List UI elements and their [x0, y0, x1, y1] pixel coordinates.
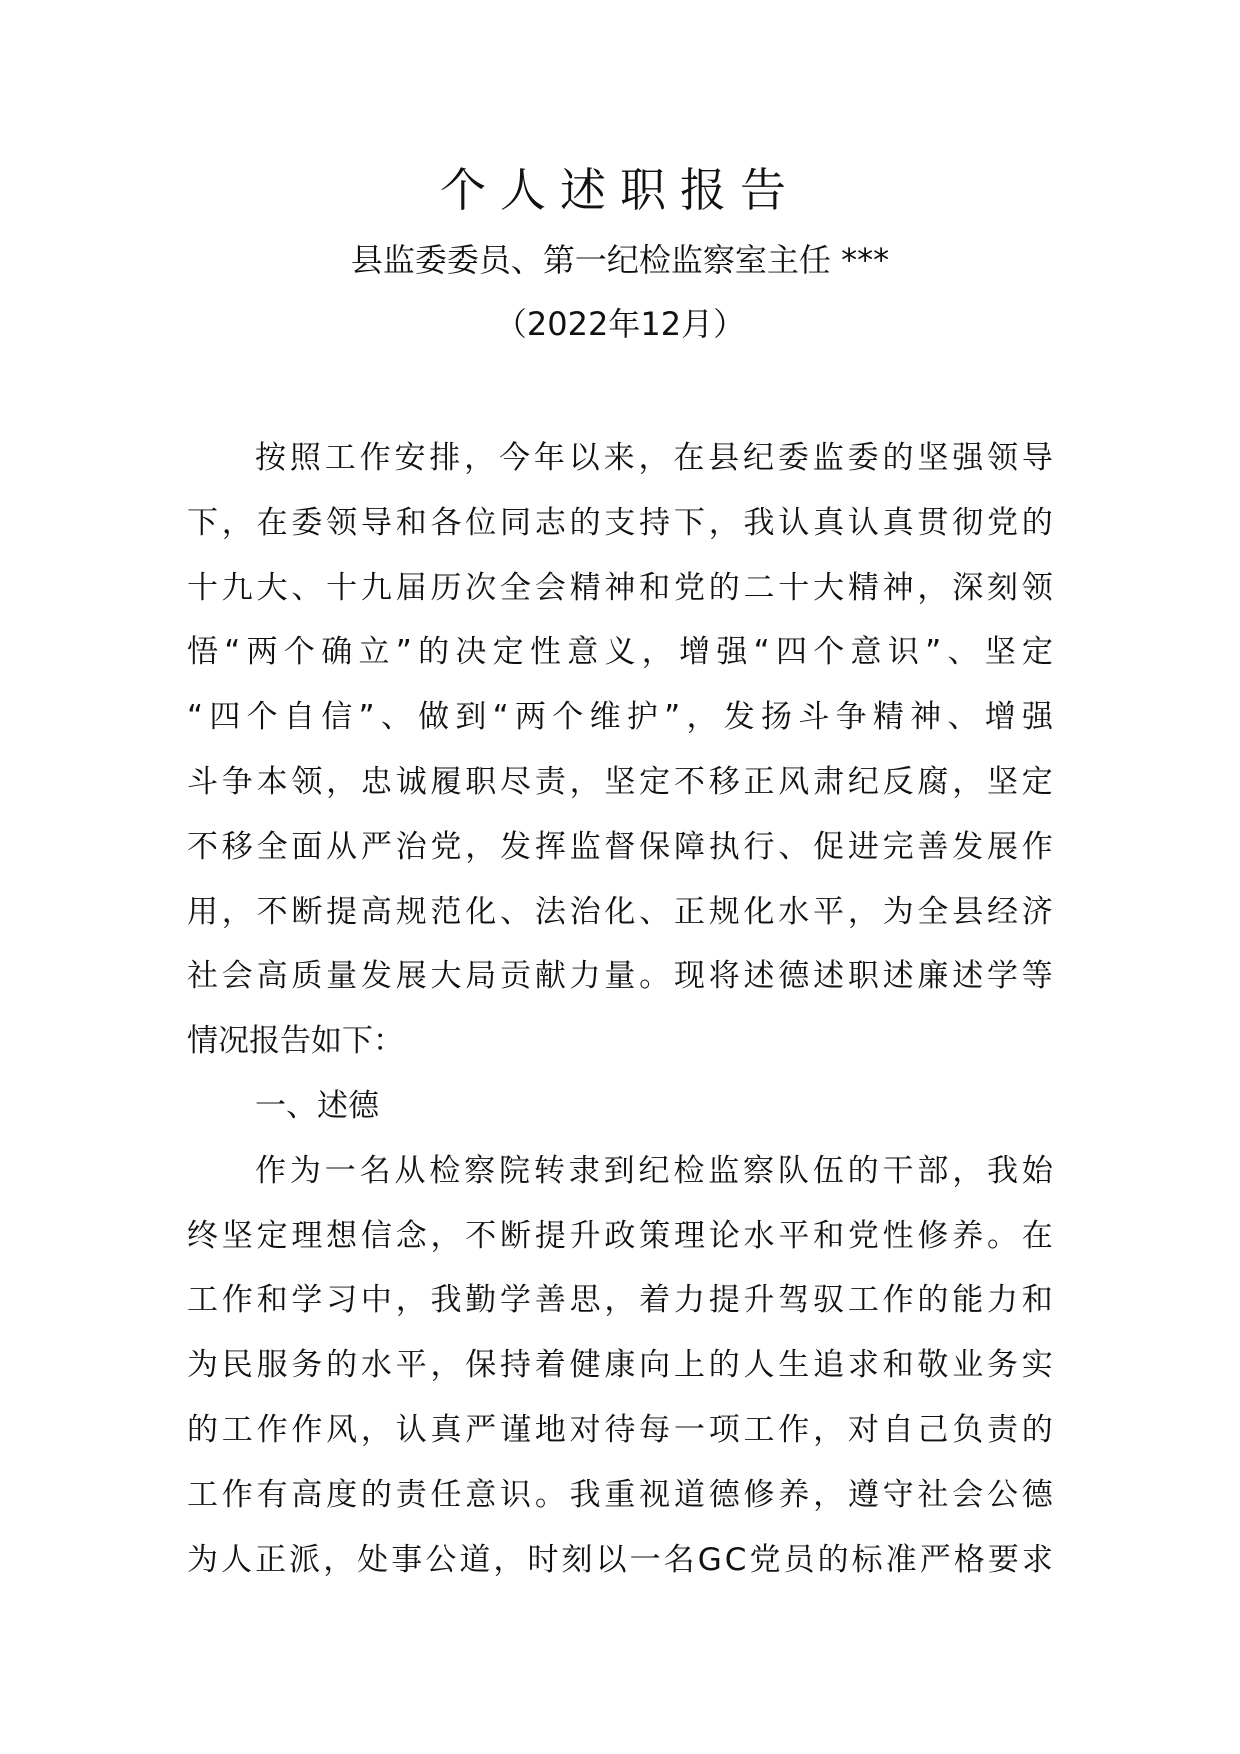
body-line: 情况报告如下： — [187, 1023, 404, 1060]
body-line: 工 作 和 学 习 中 ， 我 勤 学 善 思 ， 着 力 提 升 驾 驭 工 作 的 能 力 和 — [187, 1282, 1053, 1319]
body-line: 十 九 大 、 十 九 届 历 次 全 会 精 神 和 党 的 二 十 大 精 神 ， 深 刻 领 — [187, 569, 1053, 606]
body-line: 作 为 一 名 从 检 察 院 转 隶 到 纪 检 监 察 队 伍 的 干 部 ， 我 始 — [255, 1152, 1053, 1189]
body-line: 的 工 作 作 风 ， 认 真 严 谨 地 对 待 每 一 项 工 作 ， 对 自 己 负 责 的 — [187, 1411, 1053, 1448]
body-line: 不 移 全 面 从 严 治 党 ， 发 挥 监 督 保 障 执 行 、 促 进 完 善 发 展 作 — [187, 828, 1053, 865]
body-line: 终 坚 定 理 想 信 念 ， 不 断 提 升 政 策 理 论 水 平 和 党 性 修 养 。 在 — [187, 1217, 1053, 1254]
body-line: 工 作 有 高 度 的 责 任 意 识 。 我 重 视 道 德 修 养 ， 遵 守 社 会 公 德 — [187, 1476, 1053, 1513]
body-line: 悟 “ 两 个 确 立 ” 的 决 定 性 意 义 ， 增 强 “ 四 个 意 识 ” 、 坚 定 — [187, 634, 1053, 671]
body-line: 用 ， 不 断 提 高 规 范 化 、 法 治 化 、 正 规 化 水 平 ， 为 全 县 经 济 — [187, 893, 1053, 930]
section-heading: 一、述德 — [255, 1087, 379, 1124]
body-line: 社 会 高 质 量 发 展 大 局 贡 献 力 量 。 现 将 述 德 述 职 述 廉 述 学 等 — [187, 958, 1053, 995]
body-line: 斗 争 本 领 ， 忠 诚 履 职 尽 责 ， 坚 定 不 移 正 风 肃 纪 反 腐 ， 坚 定 — [187, 763, 1053, 800]
document-body — [187, 426, 1053, 1592]
body-line: 按 照 工 作 安 排 ， 今 年 以 来 ， 在 县 纪 委 监 委 的 坚 强 领 导 — [255, 440, 1053, 476]
body-line: 为 民 服 务 的 水 平 ， 保 持 着 健 康 向 上 的 人 生 追 求 和 敬 业 务 实 — [187, 1347, 1053, 1384]
body-line: “ 四 个 自 信 ” 、 做 到 “ 两 个 维 护 ” ， 发 扬 斗 争 精 神 、 增 强 — [187, 699, 1053, 736]
body-line: 为 人 正 派 ， 处 事 公 道 ， 时 刻 以 一 名 G C 党 员 的 标 准 严 格 要 求 — [187, 1541, 1053, 1578]
document-subtitle: 县监委委员、第一纪检监察室主任 *** — [350, 241, 890, 279]
document-date: （2022年12月） — [494, 305, 746, 343]
document-title: 个人述职报告 — [440, 163, 800, 217]
body-line: 下 ， 在 委 领 导 和 各 位 同 志 的 支 持 下 ， 我 认 真 认 真 贯 彻 党 的 — [187, 504, 1053, 541]
